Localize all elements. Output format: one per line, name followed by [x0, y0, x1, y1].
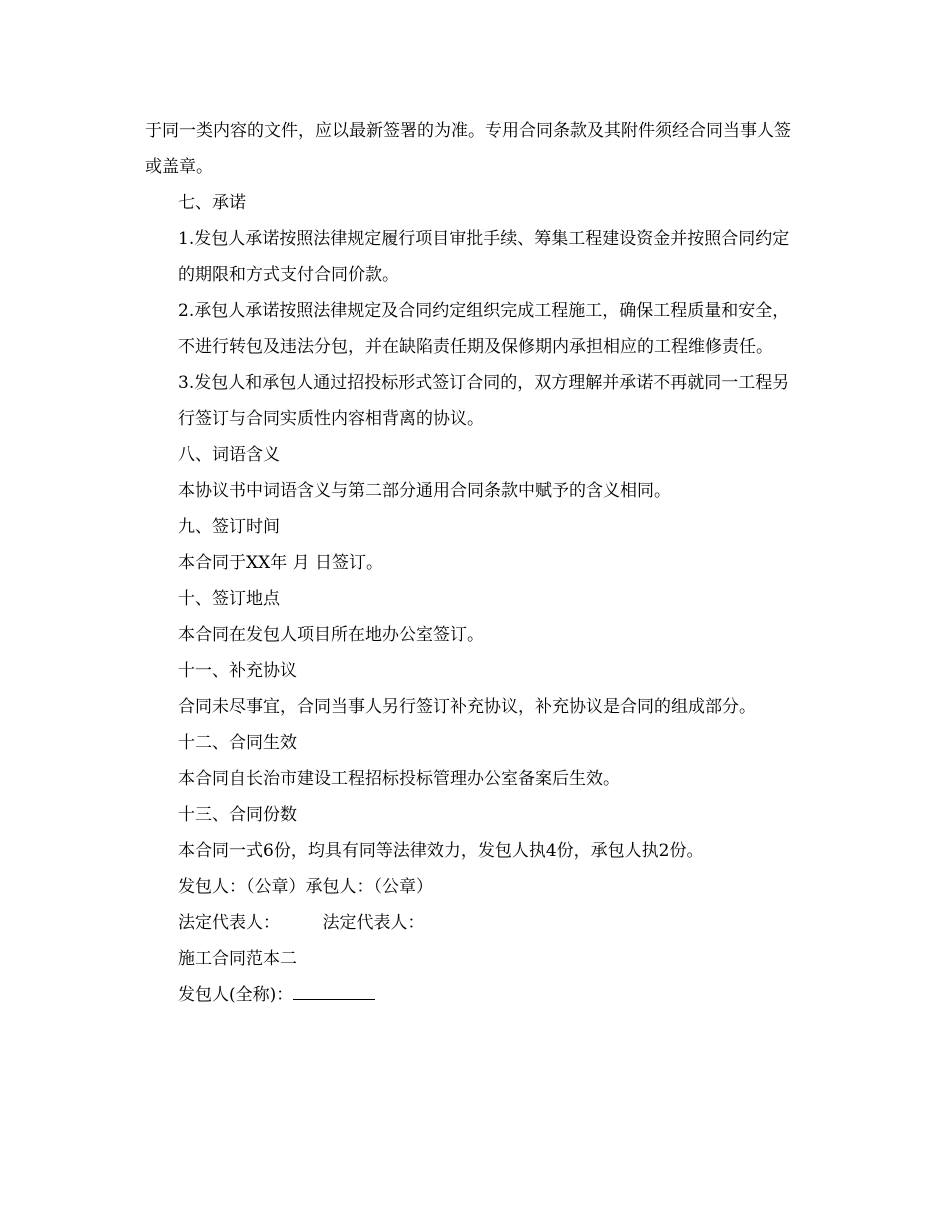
supplementary-paragraph: 合同未尽事宜，合同当事人另行签订补充协议，补充协议是合同的组成部分。 — [178, 697, 756, 717]
employer-fullname-label: 发包人(全称)： — [178, 985, 294, 1005]
section-heading-signing-time: 九、签订时间 — [178, 517, 280, 537]
section-heading-supplementary: 十一、补充协议 — [178, 661, 297, 681]
effective-paragraph: 本合同自长治市建设工程招标投标管理办公室备案后生效。 — [178, 769, 620, 789]
terms-paragraph: 本协议书中词语含义与第二部分通用合同条款中赋予的含义相同。 — [178, 481, 671, 501]
section-heading-effective: 十二、合同生效 — [178, 733, 297, 753]
copies-paragraph: 本合同一式6份，均具有同等法律效力，发包人执4份，承包人执2份。 — [178, 841, 704, 861]
commitment-item-2: 2.承包人承诺按照法律规定及合同约定组织完成工程施工，确保工程质量和安全，不进行转包及违法分包，并在缺陷责任期及保修期内承担相应的工程维修责任。 — [178, 301, 790, 357]
section-heading-copies: 十三、合同份数 — [178, 805, 297, 825]
signing-time-paragraph: 本合同于XX年 月 日签订。 — [178, 553, 384, 573]
commitment-item-1: 1.发包人承诺按照法律规定履行项目审批手续、筹集工程建设资金并按照合同约定的期限和方式支付合同价款。 — [178, 229, 790, 285]
signing-place-paragraph: 本合同在发包人项目所在地办公室签订。 — [178, 625, 484, 645]
paragraph-continuation: 于同一类内容的文件，应以最新签署的为准。专用合同条款及其附件须经合同当事人签或盖章。 — [145, 121, 791, 177]
signature-seal-line: 发包人：（公章）承包人：（公章） — [178, 877, 433, 897]
section-heading-signing-place: 十、签订地点 — [178, 589, 280, 609]
legal-representative-line: 法定代表人： 法定代表人： — [178, 913, 425, 933]
employer-fullname-line — [145, 977, 805, 1013]
template-title: 施工合同范本二 — [178, 949, 297, 969]
section-heading-commitment: 七、承诺 — [178, 193, 246, 213]
employer-fullname-blank[interactable] — [293, 979, 375, 1000]
document-body — [145, 113, 805, 1013]
section-heading-terms: 八、词语含义 — [178, 445, 280, 465]
commitment-item-3: 3.发包人和承包人通过招投标形式签订合同的，双方理解并承诺不再就同一工程另行签订与合同实质性内容相背离的协议。 — [178, 373, 790, 429]
